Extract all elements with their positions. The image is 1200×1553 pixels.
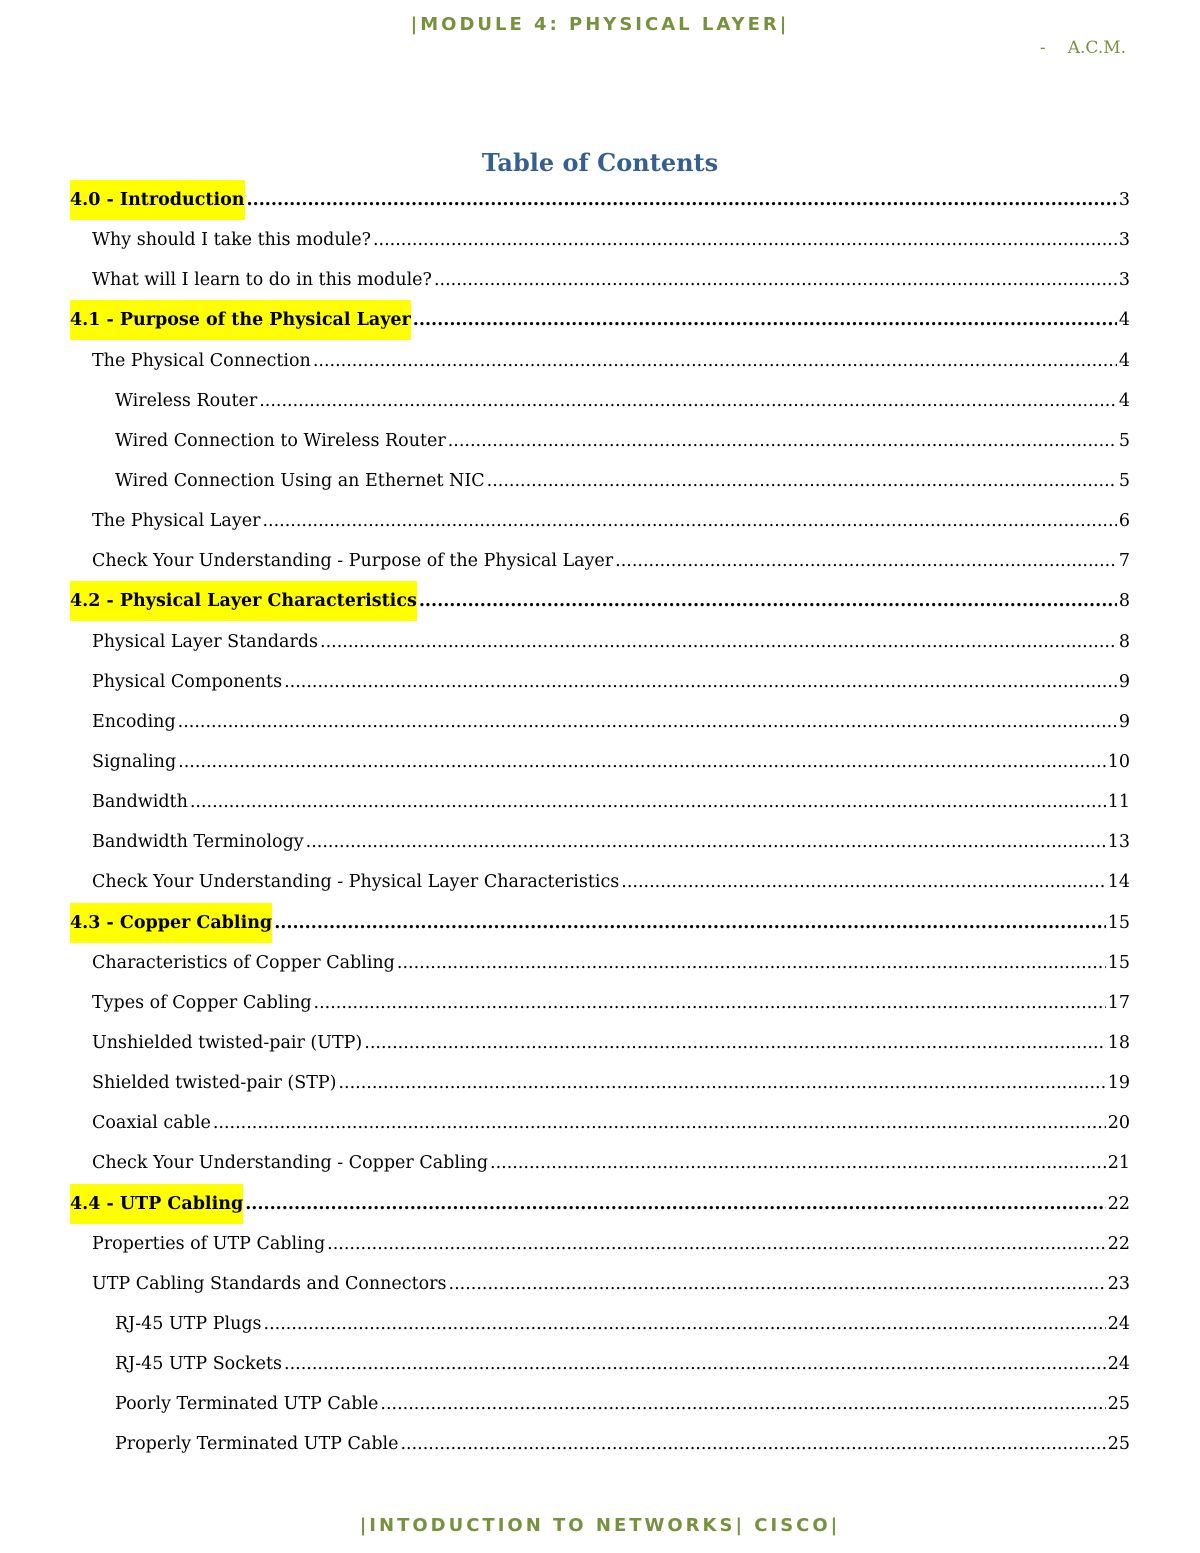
toc-entry-page[interactable]: 9 (1118, 671, 1130, 692)
toc-entry-page[interactable]: 7 (1118, 551, 1130, 572)
toc-entry-label[interactable]: The Physical Layer (92, 511, 261, 532)
dot-leader (245, 1184, 1106, 1224)
toc-entry-label[interactable]: Wired Connection Using an Ethernet NIC (115, 470, 485, 491)
toc-entry-page[interactable]: 9 (1118, 711, 1130, 732)
toc-heading: Table of Contents (481, 148, 719, 177)
dot-leader (397, 943, 1106, 983)
toc-entry-label[interactable]: What will I learn to do in this module? (92, 270, 432, 291)
header-title: |MODULE 4: PHYSICAL LAYER| (410, 14, 790, 35)
toc-entry-label[interactable]: Physical Components (92, 671, 283, 692)
toc-entry-page[interactable]: 4 (1118, 390, 1130, 411)
toc-entry-page[interactable]: 3 (1118, 190, 1130, 210)
dot-leader (373, 220, 1117, 260)
toc-entry-page[interactable]: 4 (1118, 350, 1130, 371)
toc-entry[interactable] (70, 1344, 1130, 1384)
toc-entry[interactable] (70, 1103, 1130, 1143)
toc-entry-page[interactable]: 25 (1107, 1394, 1130, 1415)
toc-entry-label[interactable]: Encoding (92, 711, 176, 732)
dot-leader (247, 180, 1117, 220)
toc-section-entry[interactable] (70, 903, 1130, 943)
toc-entry-page[interactable]: 10 (1107, 751, 1130, 772)
dot-leader (327, 1224, 1106, 1264)
toc-entry-page[interactable]: 14 (1107, 872, 1130, 893)
toc-entry-page[interactable]: 5 (1118, 430, 1130, 451)
toc-entry-label[interactable]: Check Your Understanding - Purpose of the Physical Layer (92, 551, 614, 572)
toc-entry-page[interactable]: 4 (1118, 310, 1130, 331)
toc-entry[interactable] (70, 782, 1130, 822)
dot-leader (449, 1264, 1106, 1304)
dot-leader (314, 983, 1106, 1023)
toc-entry-page[interactable]: 23 (1107, 1273, 1130, 1294)
toc-entry[interactable] (70, 862, 1130, 902)
toc-entry[interactable] (70, 381, 1130, 421)
toc-section-entry[interactable] (70, 1184, 1130, 1224)
author-initials: A.C.M. (1067, 38, 1127, 58)
toc-entry[interactable] (70, 220, 1130, 260)
toc-entry-page[interactable]: 3 (1118, 270, 1130, 291)
dot-leader (615, 541, 1117, 581)
toc-entry-page[interactable]: 6 (1118, 511, 1130, 532)
toc-entry-label[interactable]: Bandwidth Terminology (92, 832, 304, 853)
dot-leader (338, 1063, 1105, 1103)
toc-section-entry[interactable] (70, 300, 1130, 340)
toc-entry-page[interactable]: 24 (1107, 1313, 1130, 1334)
dot-leader (320, 622, 1117, 662)
toc-entry[interactable] (70, 1264, 1130, 1304)
toc-entry[interactable] (70, 260, 1130, 300)
dot-leader (284, 662, 1117, 702)
toc-entry-page[interactable]: 11 (1107, 792, 1130, 813)
toc-entry-page[interactable]: 13 (1107, 832, 1130, 853)
toc-entry-page[interactable]: 22 (1107, 1233, 1130, 1254)
toc-entry-label[interactable]: Unshielded twisted-pair (UTP) (92, 1032, 363, 1053)
toc-entry-label[interactable]: UTP Cabling Standards and Connectors (92, 1273, 447, 1294)
toc-entry-label[interactable]: Wired Connection to Wireless Router (115, 430, 446, 451)
toc-entry-label[interactable]: Shielded twisted-pair (STP) (92, 1073, 337, 1094)
toc-entry[interactable] (70, 541, 1130, 581)
toc-entry-page[interactable]: 17 (1107, 992, 1130, 1013)
dot-leader (434, 260, 1117, 300)
header-author (1040, 38, 1126, 58)
toc-entry-page[interactable]: 22 (1107, 1193, 1130, 1214)
toc-entry[interactable] (70, 822, 1130, 862)
toc-entry-label[interactable]: The Physical Connection (92, 350, 311, 371)
toc-entry-label[interactable]: Signaling (92, 751, 177, 772)
toc-entry-label[interactable]: 4.1 - Purpose of the Physical Layer (70, 300, 411, 340)
toc-entry[interactable] (70, 501, 1130, 541)
author-dash: - (1040, 38, 1046, 58)
dot-leader (448, 421, 1117, 461)
toc-entry-label[interactable]: Wireless Router (115, 390, 258, 411)
dot-leader (178, 702, 1117, 742)
toc-entry[interactable] (70, 662, 1130, 702)
toc-entry[interactable] (70, 1023, 1130, 1063)
toc-entry-label[interactable]: Properties of UTP Cabling (92, 1233, 326, 1254)
toc-entry-label[interactable]: 4.0 - Introduction (70, 180, 245, 220)
dot-leader (259, 381, 1117, 421)
toc-entry-label[interactable]: Physical Layer Standards (92, 631, 319, 652)
toc-entry-page[interactable]: 8 (1118, 591, 1130, 612)
toc-entry-page[interactable]: 8 (1118, 631, 1130, 652)
toc-entry-page[interactable]: 15 (1107, 912, 1130, 933)
table-of-contents (70, 180, 1130, 1465)
dot-leader (190, 782, 1106, 822)
toc-entry[interactable] (70, 622, 1130, 662)
dot-leader (380, 1384, 1105, 1424)
toc-entry-label[interactable]: Coaxial cable (92, 1113, 211, 1134)
dot-leader (364, 1023, 1105, 1063)
toc-entry-label[interactable]: Bandwidth (92, 792, 188, 813)
dot-leader (213, 1103, 1106, 1143)
toc-entry-page[interactable]: 15 (1107, 952, 1130, 973)
dot-leader (306, 822, 1106, 862)
dot-leader (262, 501, 1116, 541)
dot-leader (490, 1143, 1106, 1183)
toc-entry-page[interactable]: 21 (1107, 1153, 1130, 1174)
toc-entry[interactable] (70, 461, 1130, 501)
toc-entry[interactable] (70, 1063, 1130, 1103)
toc-entry[interactable] (70, 943, 1130, 983)
dot-leader (487, 461, 1117, 501)
footer-text: |INTODUCTION TO NETWORKS| CISCO| (359, 1515, 841, 1536)
toc-entry-label[interactable]: RJ-45 UTP Sockets (115, 1354, 282, 1375)
dot-leader (178, 742, 1106, 782)
toc-section-entry[interactable] (70, 581, 1130, 621)
toc-entry-label[interactable]: Check Your Understanding - Physical Layer Characteristics (92, 872, 620, 893)
dot-leader (419, 581, 1117, 621)
toc-entry-page[interactable]: 3 (1118, 230, 1130, 251)
toc-entry-page[interactable]: 19 (1107, 1073, 1130, 1094)
toc-entry[interactable] (70, 1424, 1130, 1464)
dot-leader (284, 1344, 1106, 1384)
toc-entry[interactable] (70, 742, 1130, 782)
toc-entry-label[interactable]: Poorly Terminated UTP Cable (115, 1394, 379, 1415)
toc-entry[interactable] (70, 1143, 1130, 1183)
dot-leader (400, 1424, 1105, 1464)
toc-entry-label[interactable]: Properly Terminated UTP Cable (115, 1434, 399, 1455)
toc-entry[interactable] (70, 1224, 1130, 1264)
toc-entry-label[interactable]: Characteristics of Copper Cabling (92, 952, 395, 973)
dot-leader (313, 341, 1117, 381)
toc-entry-page[interactable]: 20 (1107, 1113, 1130, 1134)
toc-entry[interactable] (70, 702, 1130, 742)
dot-leader (264, 1304, 1106, 1344)
toc-entry-page[interactable]: 5 (1118, 470, 1130, 491)
toc-entry-label[interactable]: Why should I take this module? (92, 230, 371, 251)
toc-entry-label[interactable]: 4.4 - UTP Cabling (70, 1184, 243, 1224)
toc-entry-page[interactable]: 25 (1107, 1434, 1130, 1455)
toc-entry[interactable] (70, 983, 1130, 1023)
dot-leader (621, 862, 1105, 902)
toc-entry[interactable] (70, 1384, 1130, 1424)
toc-entry-label[interactable]: Types of Copper Cabling (92, 992, 312, 1013)
toc-entry-label[interactable]: 4.2 - Physical Layer Characteristics (70, 581, 417, 621)
dot-leader (413, 300, 1117, 340)
toc-entry[interactable] (70, 1304, 1130, 1344)
toc-entry-label[interactable]: 4.3 - Copper Cabling (70, 903, 272, 943)
toc-entry[interactable] (70, 341, 1130, 381)
toc-section-entry[interactable] (70, 180, 1130, 220)
toc-entry[interactable] (70, 421, 1130, 461)
toc-entry-label[interactable]: Check Your Understanding - Copper Cabling (92, 1153, 489, 1174)
toc-entry-label[interactable]: RJ-45 UTP Plugs (115, 1313, 262, 1334)
toc-entry-page[interactable]: 24 (1107, 1354, 1130, 1375)
toc-entry-page[interactable]: 18 (1107, 1032, 1130, 1053)
dot-leader (274, 903, 1106, 943)
